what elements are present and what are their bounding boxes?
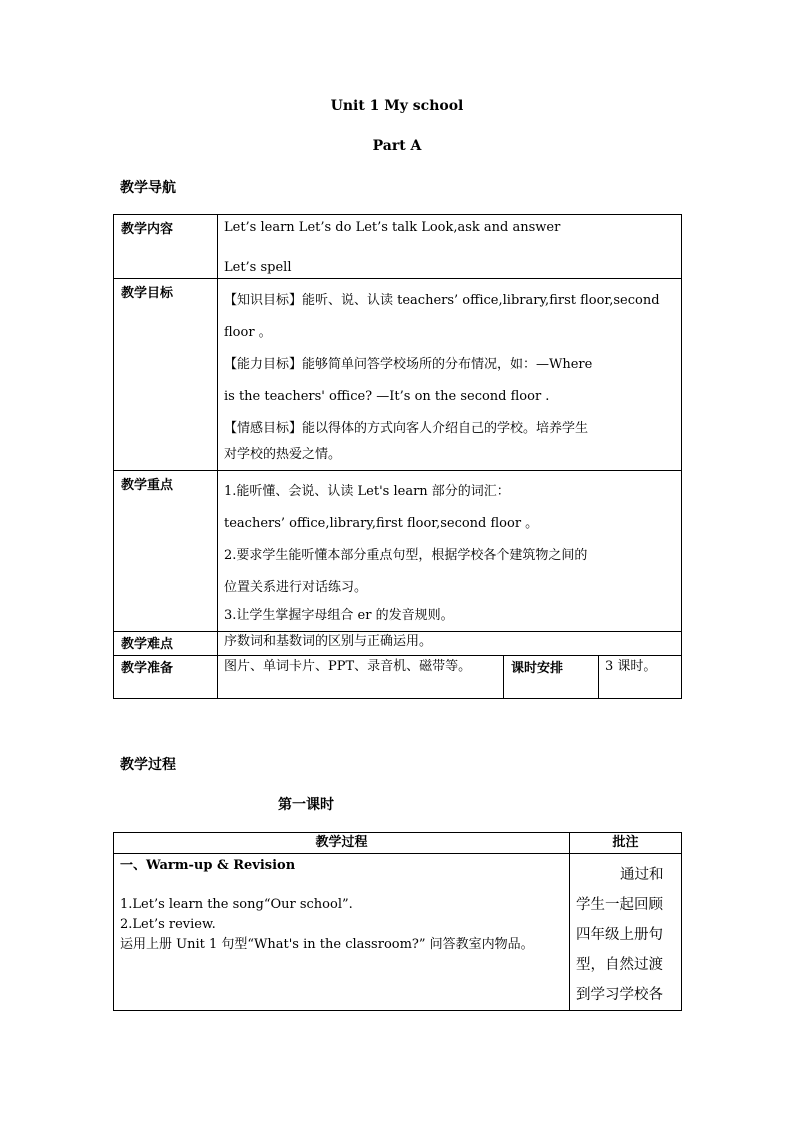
teaching-process-table [113, 832, 682, 1011]
objectives-line-6: 对学校的热爱之情。 [224, 447, 342, 462]
key-points-line-4: 位置关系进行对话练习。 [224, 580, 368, 595]
content-cell [218, 215, 682, 279]
header-notes: 批注 [570, 833, 682, 854]
row-objectives [114, 279, 682, 471]
label-schedule: 课时安排 [504, 656, 599, 699]
label-objectives: 教学目标 [114, 279, 218, 471]
label-preparation: 教学准备 [114, 656, 218, 699]
section-warmup-title: 一、Warm-up & Revision [120, 858, 296, 873]
row-difficulties [114, 632, 682, 656]
row-key-points [114, 471, 682, 632]
process-item-2: 2.Let’s review. [120, 917, 216, 932]
header-process: 教学过程 [114, 833, 570, 854]
guide-heading: 教学导航 [120, 180, 176, 196]
content-line-1: Let’s learn Let’s do Let’s talk Look,ask and answer [224, 220, 561, 235]
process-item-1: 1.Let’s learn the song“Our school”. [120, 897, 353, 912]
notes-cell [570, 854, 682, 1011]
row-preparation [114, 656, 682, 699]
objectives-line-5: 【情感目标】能以得体的方式向客人介绍自己的学校。培养学生 [224, 421, 589, 436]
schedule-value: 3 课时。 [599, 656, 682, 699]
objectives-line-3: 【能力目标】能够简单问答学校场所的分布情况，如：—Where [224, 357, 593, 372]
label-content: 教学内容 [114, 215, 218, 279]
key-points-line-2: teachers’ office,library,first floor,second floor 。 [224, 516, 539, 531]
difficulties-cell: 序数词和基数词的区别与正确运用。 [218, 632, 682, 656]
key-points-line-1: 1.能听懂、会说、认读 Let's learn 部分的词汇： [224, 484, 510, 499]
key-points-line-3: 2.要求学生能听懂本部分重点句型，根据学校各个建筑物之间的 [224, 548, 588, 563]
process-item-3: 运用上册 Unit 1 句型“What's in the classroom?” 问答教室内物品。 [120, 937, 534, 952]
objectives-line-1: 【知识目标】能听、说、认读 teachers’ office,library,first floor,second [224, 293, 660, 308]
objectives-line-2: floor 。 [224, 325, 272, 340]
objectives-cell [218, 279, 682, 471]
process-heading: 教学过程 [120, 757, 176, 773]
label-key-points: 教学重点 [114, 471, 218, 632]
notes-line-2: 学生一起回顾 [576, 897, 663, 913]
process-header-row [114, 833, 682, 854]
part-title: Part A [372, 138, 422, 154]
key-points-line-5: 3.让学生掌握字母组合 er 的发音规则。 [224, 608, 454, 623]
process-content-cell [114, 854, 570, 1011]
document-title: Unit 1 My school [330, 98, 464, 114]
teaching-guide-table [113, 214, 682, 699]
key-points-cell [218, 471, 682, 632]
label-difficulties: 教学难点 [114, 632, 218, 656]
process-body-row [114, 854, 682, 1011]
notes-line-1: 通过和 [620, 867, 664, 883]
row-content [114, 215, 682, 279]
objectives-line-4: is the teachers' office? —It’s on the second floor . [224, 389, 550, 404]
content-line-2: Let’s spell [224, 260, 292, 275]
notes-line-3: 四年级上册句 [576, 927, 663, 943]
notes-line-5: 到学习学校各 [576, 987, 663, 1003]
lesson-title: 第一课时 [278, 797, 334, 813]
preparation-cell: 图片、单词卡片、PPT、录音机、磁带等。 [218, 656, 504, 699]
notes-line-4: 型，自然过渡 [576, 957, 663, 973]
